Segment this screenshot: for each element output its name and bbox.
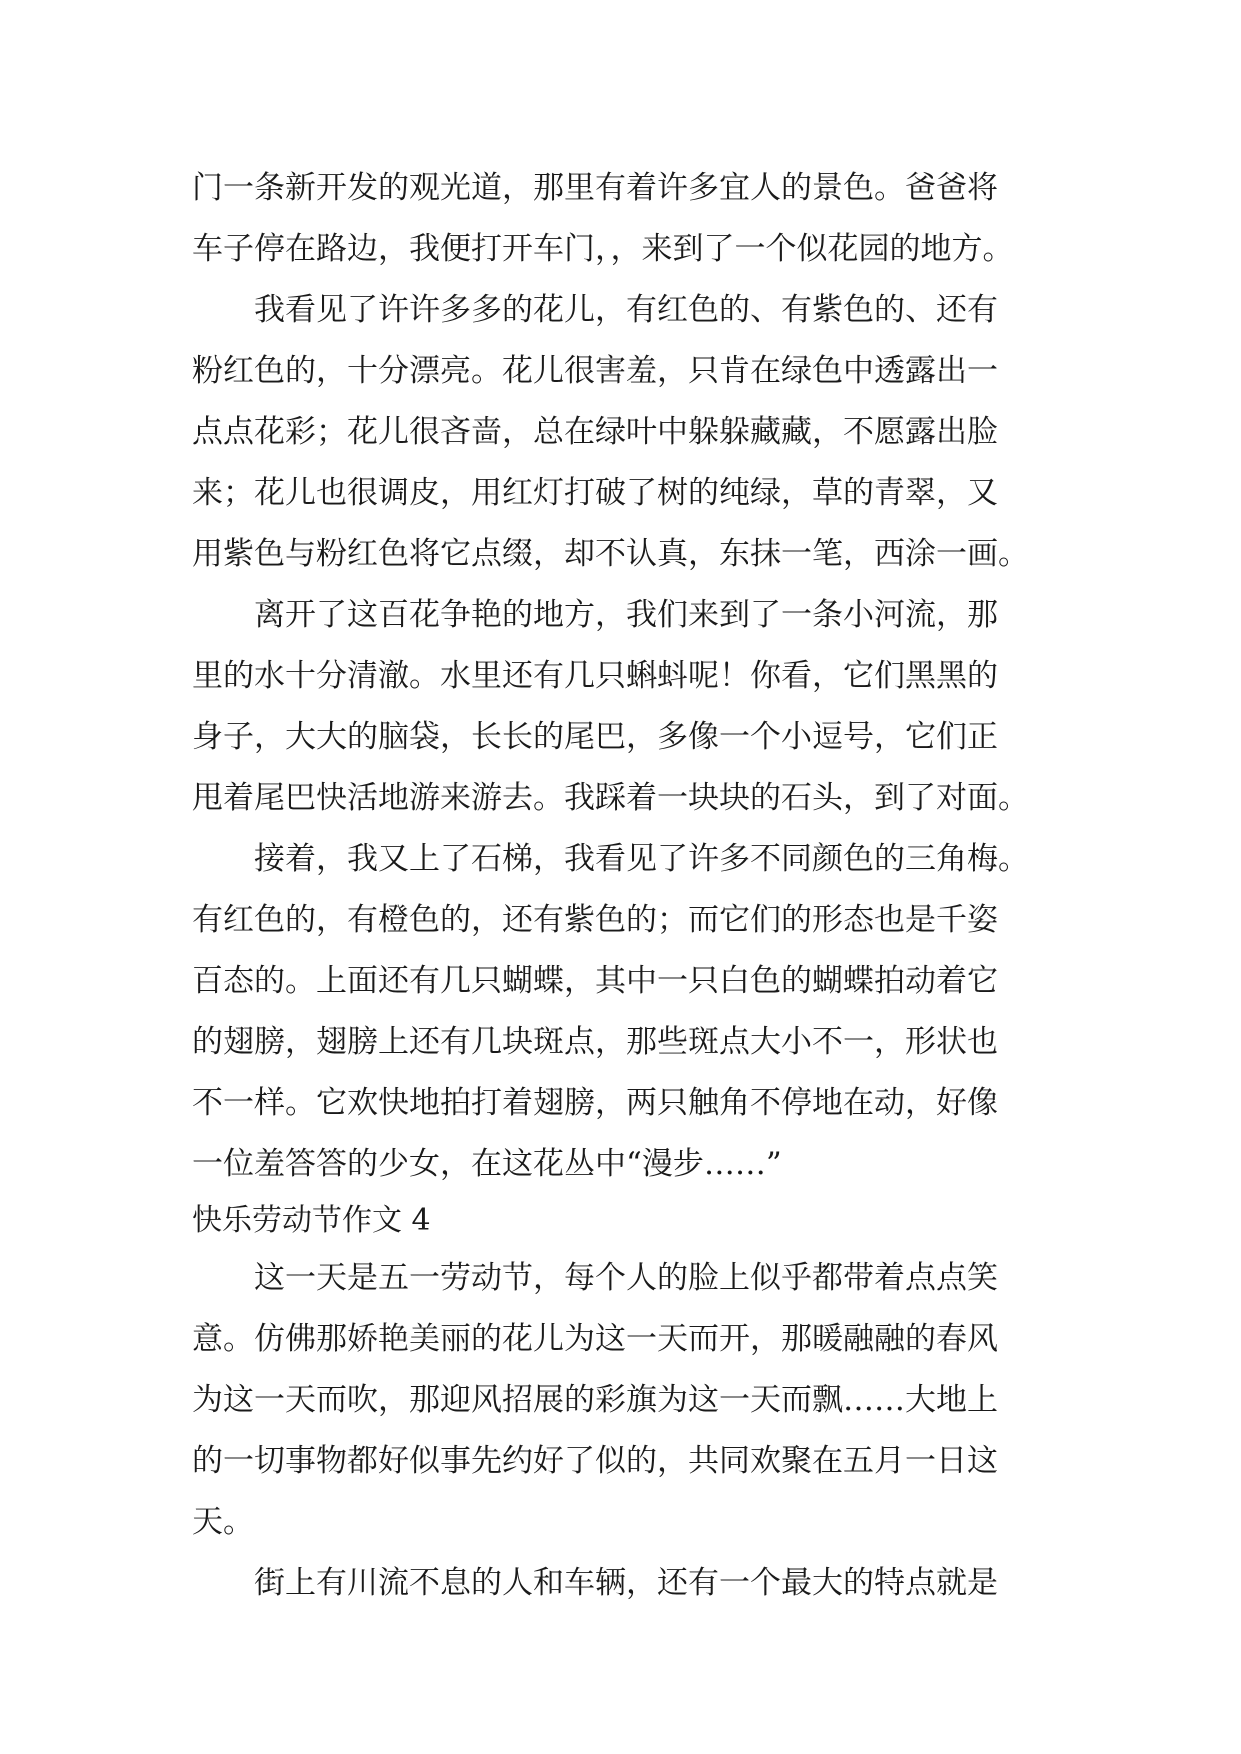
text-line: 天。 <box>192 1504 254 1540</box>
text-line: 离开了这百花争艳的地方，我们来到了一条小河流，那 <box>192 597 998 633</box>
text-line: 有红色的，有橙色的，还有紫色的；而它们的形态也是千姿 <box>192 902 998 938</box>
text-line: 来；花儿也很调皮，用红灯打破了树的纯绿，草的青翠，又 <box>192 475 998 511</box>
text-line: 为这一天而吹，那迎风招展的彩旗为这一天而飘……大地上 <box>192 1382 998 1418</box>
text-line: 一位羞答答的少女，在这花丛中“漫步……” <box>192 1146 782 1182</box>
text-line: 街上有川流不息的人和车辆，还有一个最大的特点就是 <box>192 1565 998 1601</box>
text-line: 我看见了许许多多的花儿，有红色的、有紫色的、还有 <box>192 292 998 328</box>
text-line: 车子停在路边，我便打开车门，，来到了一个似花园的地方。 <box>192 231 1014 267</box>
text-line: 用紫色与粉红色将它点缀，却不认真，东抹一笔，西涂一画。 <box>192 536 1029 572</box>
text-line: 接着，我又上了石梯，我看见了许多不同颜色的三角梅。 <box>192 841 1029 877</box>
text-line: 不一样。它欢快地拍打着翅膀，两只触角不停地在动，好像 <box>192 1085 998 1121</box>
text-line: 里的水十分清澈。水里还有几只蝌蚪呢！你看，它们黑黑的 <box>192 658 998 694</box>
text-line: 点点花彩；花儿很吝啬，总在绿叶中躲躲藏藏，不愿露出脸 <box>192 414 998 450</box>
text-line: 百态的。上面还有几只蝴蝶，其中一只白色的蝴蝶拍动着它 <box>192 963 998 999</box>
text-line: 这一天是五一劳动节，每个人的脸上似乎都带着点点笑 <box>192 1260 998 1296</box>
text-line: 甩着尾巴快活地游来游去。我踩着一块块的石头，到了对面。 <box>192 780 1029 816</box>
text-line: 的一切事物都好似事先约好了似的，共同欢聚在五月一日这 <box>192 1443 998 1479</box>
text-line: 身子，大大的脑袋，长长的尾巴，多像一个小逗号，它们正 <box>192 719 998 755</box>
text-line: 粉红色的，十分漂亮。花儿很害羞，只肯在绿色中透露出一 <box>192 353 998 389</box>
text-line: 意。仿佛那娇艳美丽的花儿为这一天而开，那暖融融的春风 <box>192 1321 998 1357</box>
text-line: 的翅膀，翅膀上还有几块斑点，那些斑点大小不一，形状也 <box>192 1024 998 1060</box>
text-line: 门一条新开发的观光道，那里有着许多宜人的景色。爸爸将 <box>192 170 998 206</box>
section-heading: 快乐劳动节作文 4 <box>192 1203 431 1238</box>
